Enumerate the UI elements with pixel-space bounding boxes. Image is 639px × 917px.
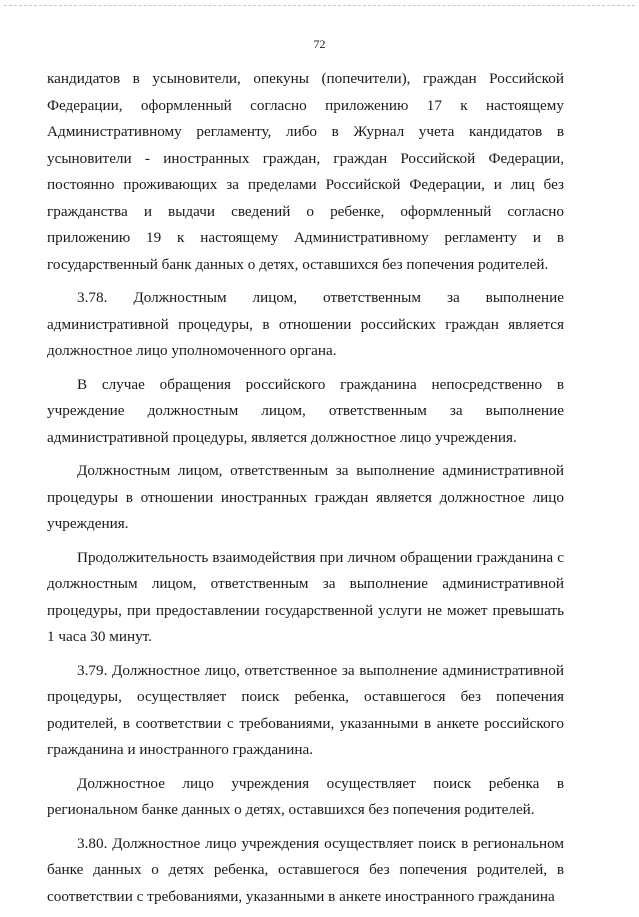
paragraph-direct-appeal: В случае обращения российского гражданина непосредственно в учреждение должностным лицом, ответственным за выполнение административной процедуры, является должностное лицо учреждения. <box>47 375 564 446</box>
scan-edge-line <box>4 5 635 6</box>
paragraph-3-80: 3.80. Должностное лицо учреждения осуществляет поиск в региональном банке данных о детях ребенка, оставшегося без попечения родителей, в соответствии с требованиями, указанными в анкете иностранного гражданина <box>47 834 564 905</box>
document-body <box>47 66 564 917</box>
paragraph-3-78: 3.78. Должностным лицом, ответственным за выполнение административной процедуры, в отношении российских граждан является должностное лицо уполномоченного органа. <box>47 289 564 359</box>
page-number: 72 <box>313 37 326 51</box>
paragraph-regional-search: Должностное лицо учреждения осуществляет поиск ребенка в региональном банке данных о детях, оставшихся без попечения родителей. <box>47 774 564 818</box>
paragraph-3-79: 3.79. Должностное лицо, ответственное за выполнение административной процедуры, осуществляет поиск ребенка, оставшегося без попечения родителей, в соответствии с требованиями, указанными в анкете российского гражданина и иностранного гражданина. <box>47 661 564 758</box>
paragraph-foreign-citizens: Должностным лицом, ответственным за выполнение административной процедуры в отношении иностранных граждан является должностное лицо учреждения. <box>47 462 564 532</box>
paragraph-duration: Продолжительность взаимодействия при личном обращении гражданина с должностным лицом, ответственным за выполнение административной процедуры, при предоставлении государственной услуги не может превышать 1 часа 30 минут. <box>47 548 564 645</box>
paragraph-continuation: кандидатов в усыновители, опекуны (попечители), граждан Российской Федерации, оформленный согласно приложению 17 к настоящему Административному регламенту, либо в Журнал учета кандидатов в усыновители - иностранных граждан, граждан Российской Федерации, постоянно проживающих за пределами Российской Федерации, и лиц без гражданства и выдачи сведений о ребенке, оформленный согласно приложению 19 к настоящему Административному регламенту и в государственный банк данных о детях, оставшихся без попечения родителей. <box>47 70 564 273</box>
